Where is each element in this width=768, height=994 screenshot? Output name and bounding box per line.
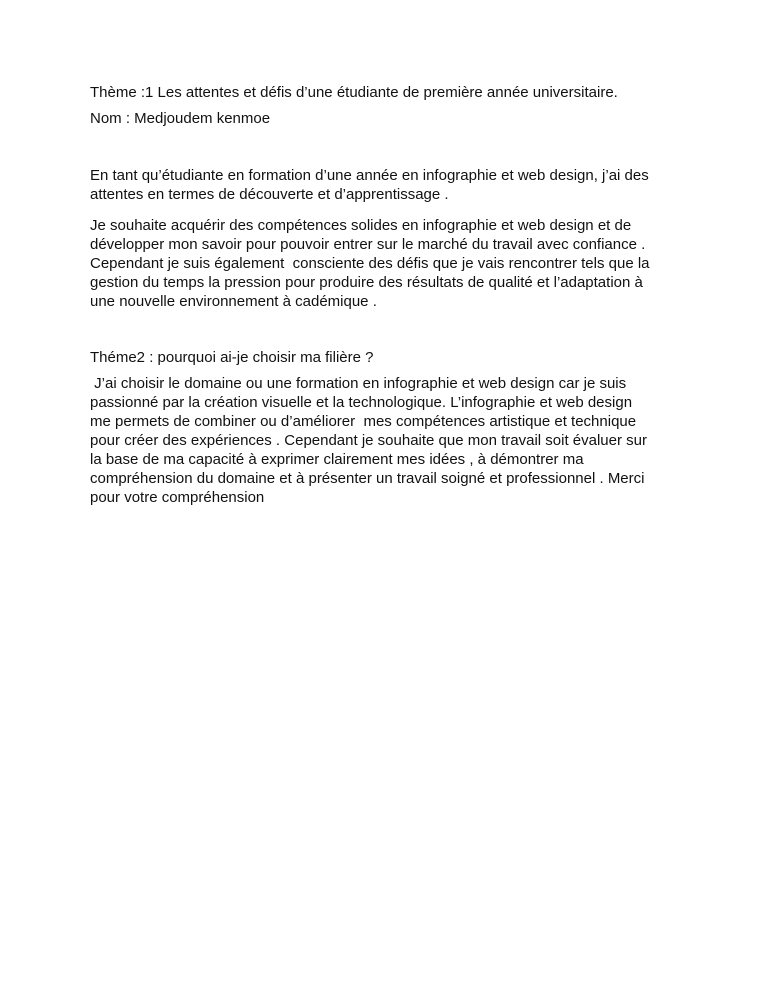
text-line: En tant qu’étudiante en formation d’une année en infographie et web design, j’ai des	[90, 167, 649, 184]
name-line: Nom : Medjoudem kenmoe	[90, 110, 271, 127]
text-line: me permets de combiner ou d’améliorer mes compétences artistique et technique	[90, 413, 637, 430]
text-line: passionné par la création visuelle et la technologique. L’infographie et web design	[90, 394, 633, 411]
text-line: Je souhaite acquérir des compétences solides en infographie et web design et de	[90, 217, 632, 234]
text-line: pour votre compréhension	[90, 489, 265, 506]
text-line: compréhension du domaine et à présenter un travail soigné et professionnel . Merci	[90, 470, 645, 487]
text-line: une nouvelle environnement à cadémique .	[90, 293, 377, 310]
text-line: attentes en termes de découverte et d’apprentissage .	[90, 186, 449, 203]
theme1-title: Thème :1 Les attentes et défis d’une étudiante de première année universitaire.	[90, 84, 618, 101]
theme2-title: Théme2 : pourquoi ai-je choisir ma filière ?	[90, 349, 374, 366]
text-line: J’ai choisir le domaine ou une formation en infographie et web design car je suis	[90, 375, 627, 392]
text-line: Cependant je suis également consciente des défis que je vais rencontrer tels que la	[90, 255, 650, 272]
text-line: développer mon savoir pour pouvoir entrer sur le marché du travail avec confiance .	[90, 236, 646, 253]
text-line: pour créer des expériences . Cependant je souhaite que mon travail soit évaluer sur	[90, 432, 647, 449]
text-line: la base de ma capacité à exprimer clairement mes idées , à démontrer ma	[90, 451, 584, 468]
text-line: gestion du temps la pression pour produire des résultats de qualité et l’adaptation à	[90, 274, 643, 291]
